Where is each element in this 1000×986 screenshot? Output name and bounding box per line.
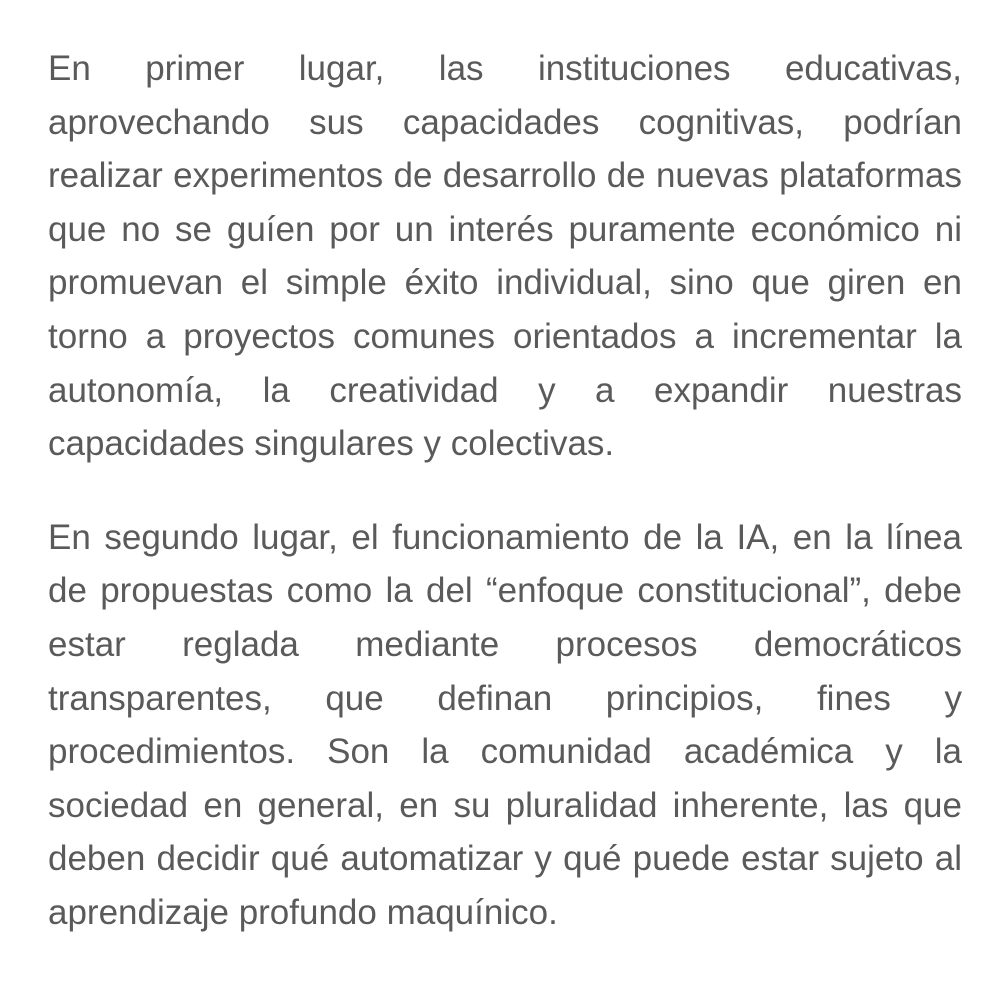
paragraph-second: En segundo lugar, el funcionamiento de la IA, en la línea de propuestas como la del “enfoque constitucional”, debe estar reglada mediante procesos democráticos transparentes, que definan principios, fines y procedimientos. Son la comunidad académica y la sociedad en general, en su pluralidad inherente, las que deben decidir qué automatizar y qué puede estar sujeto al aprendizaje profundo maquínico. [48,517,962,932]
article-body [48,42,962,940]
paragraph-first: En primer lugar, las instituciones educativas, aprovechando sus capacidades cognitivas, podrían realizar experimentos de desarrollo de nuevas plataformas que no se guíen por un interés puramente económico ni promuevan el simple éxito individual, sino que giren en torno a proyectos comunes orientados a incrementar la autonomía, la creatividad y a expandir nuestras capacidades singulares y colectivas. [48,49,962,464]
